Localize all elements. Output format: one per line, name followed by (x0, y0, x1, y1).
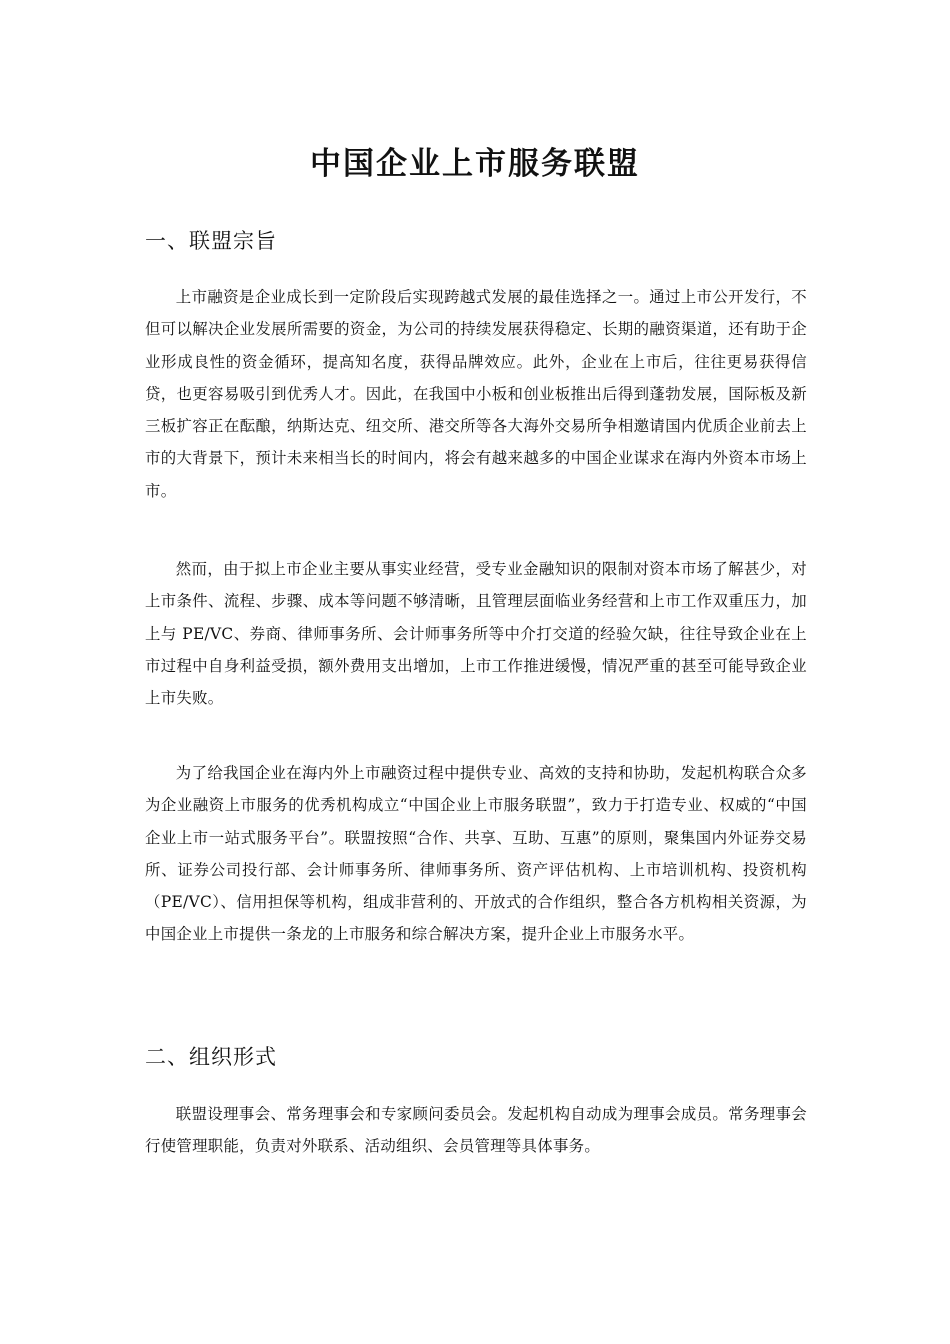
section-heading-purpose: 一、联盟宗旨 (145, 229, 277, 253)
document-title: 中国企业上市服务联盟 (310, 146, 640, 182)
paragraph: 联盟设理事会、常务理事会和专家顾问委员会。发起机构自动成为理事会成员。常务理事会行使管理职能，负责对外联系、活动组织、会员管理等具体事务。 (145, 1105, 807, 1156)
section-heading-organization: 二、组织形式 (145, 1045, 277, 1069)
paragraph: 然而，由于拟上市企业主要从事实业经营，受专业金融知识的限制对资本市场了解甚少，对上市条件、流程、步骤、成本等问题不够清晰，且管理层面临业务经营和上市工作双重压力，加上与 PE/VC、券商、律师事务所、会计师事务所等中介打交道的经验欠缺，往往导致企业在上市过程中自身利益受损，额外费用支出增加，上市工作推进缓慢，情况严重的甚至可能导致企业上市失败。 (145, 560, 807, 708)
paragraph: 上市融资是企业成长到一定阶段后实现跨越式发展的最佳选择之一。通过上市公开发行，不但可以解决企业发展所需要的资金，为公司的持续发展获得稳定、长期的融资渠道，还有助于企业形成良性的资金循环，提高知名度，获得品牌效应。此外，企业在上市后，往往更易获得信贷，也更容易吸引到优秀人才。因此，在我国中小板和创业板推出后得到蓬勃发展，国际板及新三板扩容正在酝酿，纳斯达克、纽交所、港交所等各大海外交易所争相邀请国内优质企业前去上市的大背景下，预计未来相当长的时间内，将会有越来越多的中国企业谋求在海内外资本市场上市。 (145, 288, 807, 500)
paragraph: 为了给我国企业在海内外上市融资过程中提供专业、高效的支持和协助，发起机构联合众多为企业融资上市服务的优秀机构成立“中国企业上市服务联盟”，致力于打造专业、权威的“中国企业上市一站式服务平台”。联盟按照“合作、共享、互助、互惠”的原则，聚集国内外证券交易所、证券公司投行部、会计师事务所、律师事务所、资产评估机构、上市培训机构、投资机构（PE/VC）、信用担保等机构，组成非营利的、开放式的合作组织，整合各方机构相关资源，为中国企业上市提供一条龙的上市服务和综合解决方案，提升企业上市服务水平。 (145, 764, 807, 944)
